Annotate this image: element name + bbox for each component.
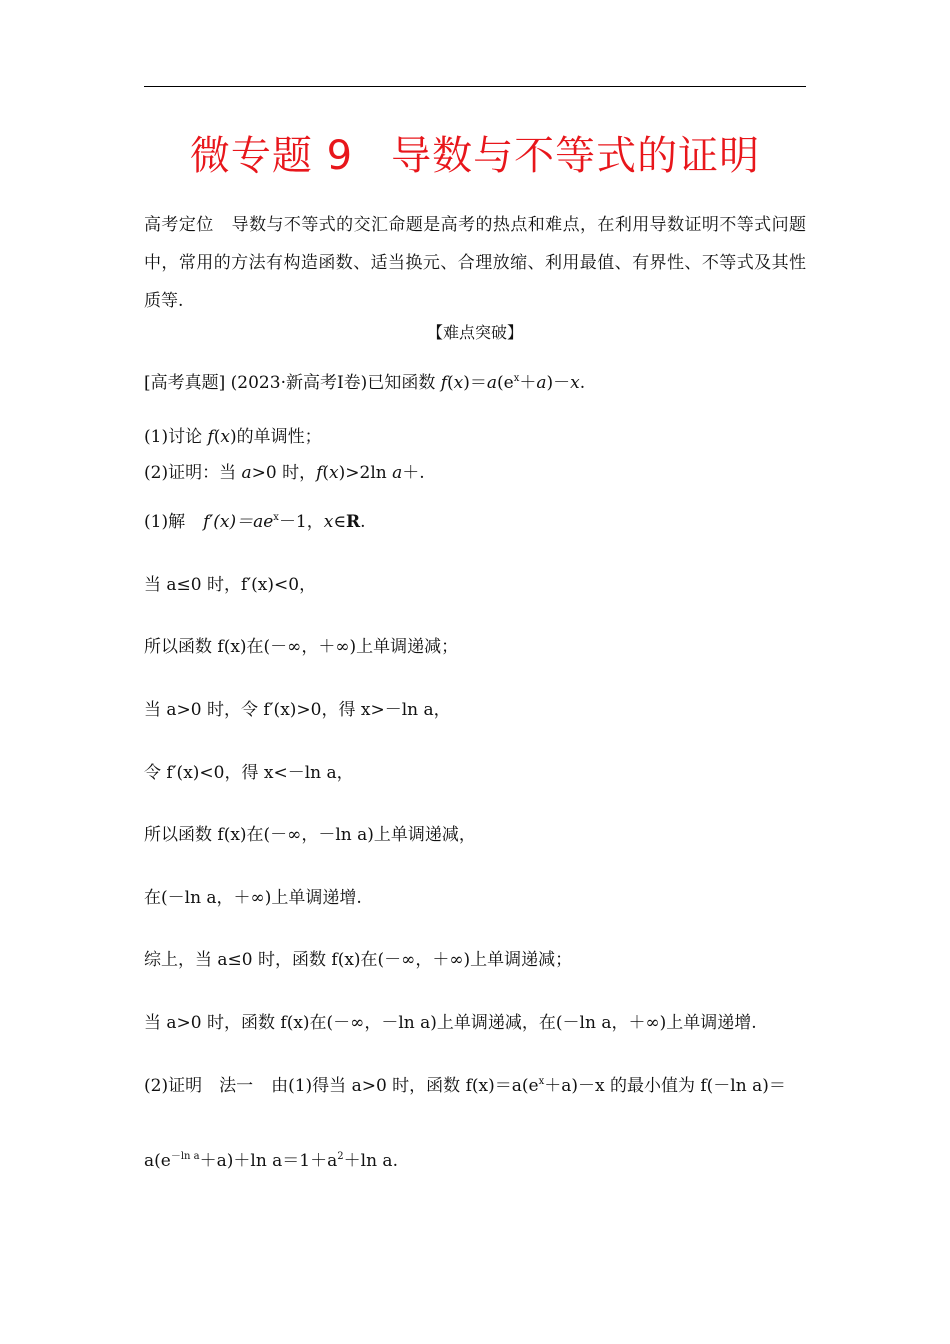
solution-line-5: 令 f′(x)<0，得 x<－ln a， bbox=[144, 763, 354, 783]
header-rule bbox=[144, 86, 806, 87]
part-2: (2)证明：当 a>0 时，f(x)>2ln a＋. bbox=[144, 463, 425, 483]
solution-10-exp: x bbox=[538, 1076, 545, 1087]
solution-line-11 bbox=[144, 1146, 398, 1171]
intro-paragraph bbox=[144, 206, 806, 320]
problem-tail: )－ bbox=[546, 373, 571, 393]
title-main: 微专题 9 bbox=[189, 133, 354, 179]
part-1-f: f bbox=[207, 427, 214, 447]
part-1-x: x bbox=[220, 427, 231, 447]
problem-ex: x bbox=[513, 373, 520, 384]
part-1-pre: (1)讨论 bbox=[144, 427, 208, 447]
solution-line-6: 所以函数 f(x)在(－∞，－ln a)上单调递减， bbox=[144, 825, 476, 845]
section-heading: 【难点突破】 bbox=[426, 323, 523, 342]
solution-line-9: 当 a>0 时，函数 f(x)在(－∞，－ln a)上单调递减，在(－ln a，＋∞)上单调递增. bbox=[144, 1013, 757, 1033]
solution-1-tail: －1， bbox=[278, 512, 324, 532]
solution-1-set: x∈ bbox=[323, 512, 346, 532]
problem-f: f bbox=[440, 373, 448, 393]
part-2-a2: a bbox=[392, 463, 403, 483]
title-sub: 导数与不等式的证明 bbox=[391, 133, 761, 179]
problem-plus: ＋ bbox=[519, 373, 537, 393]
problem-label: [高考真题] bbox=[144, 373, 226, 393]
solution-line-4: 当 a>0 时，令 f′(x)>0，得 x>－ln a， bbox=[144, 700, 451, 720]
problem-x2: x bbox=[570, 373, 580, 393]
solution-11-exp2: 2 bbox=[337, 1151, 344, 1162]
problem-end: . bbox=[579, 373, 586, 393]
part-2-a: a bbox=[241, 463, 252, 483]
intro-text: 导数与不等式的交汇命题是高考的热点和难点，在利用导数证明不等式问题中，常用的方法有构造函数、适当换元、合理放缩、利用最值、有界性、不等式及其性质等. bbox=[144, 215, 807, 311]
problem-source: (2023·新高考Ⅰ卷)已知函数 bbox=[230, 373, 436, 393]
solution-10-b: ＋a)－x 的最小值为 f(－ln a)＝ bbox=[544, 1076, 786, 1096]
solution-10-label: (2)证明 法一 bbox=[144, 1076, 254, 1096]
problem-a: a bbox=[486, 373, 498, 393]
problem-a2: a bbox=[536, 373, 547, 393]
part-2-post: )>2ln bbox=[338, 463, 393, 483]
part-2-end: ＋. bbox=[402, 463, 425, 483]
solution-10-a: 由(1)得当 a>0 时，函数 f(x)＝a(e bbox=[271, 1076, 539, 1096]
part-2-f: f bbox=[316, 463, 323, 483]
part-2-x: x bbox=[329, 463, 339, 483]
problem-e: (e bbox=[497, 373, 514, 393]
solution-11-exp: －ln a bbox=[170, 1151, 200, 1162]
intro-tag: 高考定位 bbox=[144, 215, 214, 235]
solution-11-b: ＋a)＋ln a＝1＋a bbox=[199, 1151, 338, 1171]
problem-x: x bbox=[453, 373, 464, 393]
problem-statement: [高考真题] (2023·新高考Ⅰ卷)已知函数 $f(x)=a(e^x+a)-x$. bbox=[144, 373, 586, 393]
solution-line-2: 当 a≤0 时，f′(x)<0， bbox=[144, 575, 317, 595]
solution-1-label: (1)解 bbox=[144, 512, 186, 532]
page-title bbox=[144, 124, 806, 181]
solution-line-7: 在(－ln a，＋∞)上单调递增. bbox=[144, 888, 362, 908]
solution-line-3: 所以函数 f(x)在(－∞，＋∞)上单调递减； bbox=[144, 637, 459, 657]
part-1: (1)讨论 f(x)的单调性； bbox=[144, 427, 322, 447]
solution-line-8: 综上，当 a≤0 时，函数 f(x)在(－∞，＋∞)上单调递减； bbox=[144, 950, 573, 970]
part-1-post: )的单调性； bbox=[230, 427, 322, 447]
solution-11-c: ＋ln a. bbox=[343, 1151, 398, 1171]
solution-1-body: f′(x)＝ae bbox=[203, 512, 274, 532]
part-2-pre: (2)证明：当 bbox=[144, 463, 242, 483]
solution-1-R: R bbox=[345, 512, 361, 532]
solution-1-exp: x bbox=[273, 512, 279, 523]
problem-eq: )＝ bbox=[463, 373, 487, 393]
solution-11-a: a(e bbox=[144, 1151, 171, 1171]
solution-line-1: (1)解 $f'(x)=ae^x-1$，x∈R. bbox=[144, 512, 366, 532]
part-2-mid: >0 时， bbox=[251, 463, 317, 483]
solution-line-10 bbox=[144, 1071, 786, 1096]
